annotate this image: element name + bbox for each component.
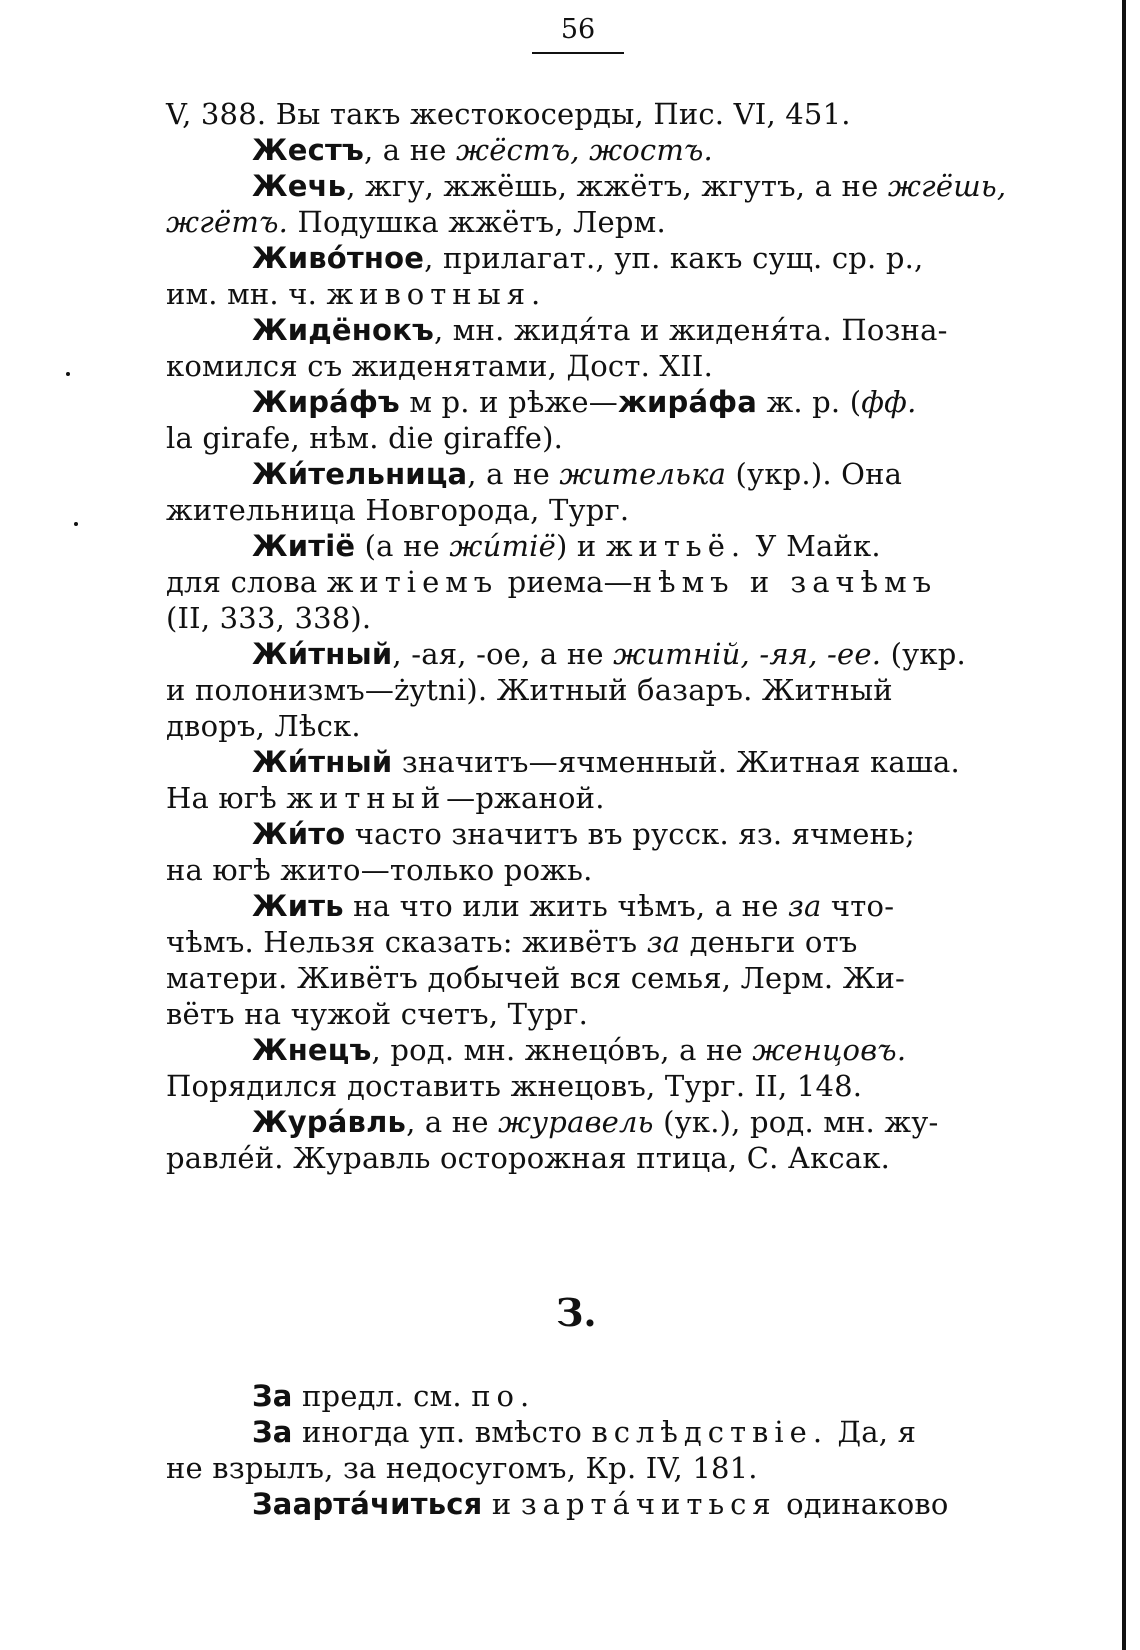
text-run: одинаково <box>776 1487 949 1521</box>
text-run: на югѣ жито—только рожь. <box>166 853 593 887</box>
section-heading-letter: З. <box>556 1290 597 1335</box>
italic-form: житній, -яя, -ее. <box>613 637 882 671</box>
text-line <box>166 780 992 816</box>
text-line <box>166 960 992 996</box>
text-line <box>166 1414 992 1450</box>
italic-form: жителька <box>559 457 727 491</box>
italic-form: жи́тіё <box>449 529 556 563</box>
text-line <box>166 348 992 384</box>
headword: Жнецъ <box>252 1033 372 1067</box>
spaced-text: житный <box>286 781 447 815</box>
text-line <box>166 924 992 960</box>
spaced-text: вслѣдствіе. <box>591 1415 829 1449</box>
text-line <box>166 240 992 276</box>
headword: За <box>252 1379 293 1413</box>
headword: Жечь <box>252 169 347 203</box>
text-line <box>166 1032 992 1068</box>
text-line <box>166 1104 992 1140</box>
text-run: (укр. <box>881 637 966 671</box>
text-run: (ук.), род. мн. жу- <box>653 1105 939 1139</box>
scan-speck <box>66 372 70 376</box>
text-run: деньги отъ <box>680 925 858 959</box>
text-line <box>166 528 992 564</box>
text-run: V, 388. Вы такъ жестокосерды, Пис. VI, 451. <box>166 97 851 131</box>
text-run: , -ая, -ое, а не <box>392 637 614 671</box>
headword: Живо́тное <box>252 241 425 275</box>
text-line <box>166 564 992 600</box>
text-run: м р. и рѣже— <box>399 385 618 419</box>
headword: Жира́фъ <box>252 385 400 419</box>
spaced-text: житіемъ <box>326 565 499 599</box>
text-line <box>166 96 992 132</box>
spaced-text: зарта́читься <box>520 1487 777 1521</box>
headword: Жи́тельница <box>252 457 468 491</box>
text-run: , мн. жидя́та и жиденя́та. Позна- <box>433 313 948 347</box>
text-line <box>166 708 992 744</box>
headword: Жить <box>252 889 344 923</box>
text-run: и полонизмъ—żytni). Житный базаръ. Житный <box>166 673 893 707</box>
text-run: и <box>482 1487 521 1521</box>
headword: жира́фа <box>617 385 758 419</box>
text-line <box>166 132 992 168</box>
text-run: У Майк. <box>746 529 881 563</box>
text-run: Подушка жжётъ, Лерм. <box>288 205 666 239</box>
text-run: что- <box>821 889 895 923</box>
text-line <box>166 600 992 636</box>
spaced-text: животныя. <box>326 277 547 311</box>
text-run: матери. Живётъ добычей вся семья, Лерм. Жи- <box>166 961 906 995</box>
text-line <box>166 1486 992 1522</box>
headword: Жестъ <box>252 133 364 167</box>
text-run: вётъ на чужой счетъ, Тург. <box>166 997 589 1031</box>
text-run: чѣмъ. Нельзя сказать: живётъ <box>166 925 647 959</box>
headword: Жидёнокъ <box>252 313 434 347</box>
text-run: , а не <box>467 457 560 491</box>
text-run: предл. см. <box>292 1379 472 1413</box>
text-run: , жгу, жжёшь, жжётъ, жгутъ, а не <box>346 169 888 203</box>
spaced-text: нѣмъ и зачѣмъ <box>632 565 938 599</box>
text-run: —ржаной. <box>446 781 605 815</box>
text-run: ж. р. ( <box>757 385 862 419</box>
text-run: , род. мн. жнецо́въ, а не <box>371 1033 753 1067</box>
text-run: значитъ—ячменный. Житная каша. <box>392 745 960 779</box>
text-run: ) и <box>555 529 606 563</box>
text-run: равлéй. Журавль осторожная птица, С. Аксак. <box>166 1141 891 1175</box>
italic-form: за <box>788 889 822 923</box>
text-line <box>166 276 992 312</box>
text-run: риема— <box>498 565 633 599</box>
text-line <box>166 996 992 1032</box>
italic-form: жгётъ. <box>166 205 289 239</box>
text-run: (а не <box>355 529 450 563</box>
spaced-text: житьё. <box>605 529 747 563</box>
text-run: , прилагат., уп. какъ сущ. ср. р., <box>424 241 924 275</box>
text-line <box>166 816 992 852</box>
text-run: не взрылъ, за недосугомъ, Кр. IV, 181. <box>166 1451 758 1485</box>
text-line <box>166 420 992 456</box>
text-run: им. мн. ч. <box>166 277 327 311</box>
text-run: на что или жить чѣмъ, а не <box>343 889 788 923</box>
dictionary-entries-z <box>166 1378 992 1522</box>
italic-form: жгёшь, <box>887 169 1007 203</box>
text-line <box>166 672 992 708</box>
text-line <box>166 1450 992 1486</box>
text-line <box>166 456 992 492</box>
text-line <box>166 744 992 780</box>
page-edge-rule <box>1122 0 1126 1650</box>
spaced-text: по. <box>471 1379 536 1413</box>
text-run: la girafe, нѣм. die giraffe). <box>166 421 564 455</box>
text-line <box>166 636 992 672</box>
text-run: (II, 333, 338). <box>166 601 372 635</box>
text-run: Порядился доставить жнецовъ, Тург. II, 148. <box>166 1069 863 1103</box>
italic-form: журавель <box>498 1105 654 1139</box>
text-line <box>166 384 992 420</box>
text-line <box>166 204 992 240</box>
text-run: жительница Новгорода, Тург. <box>166 493 630 527</box>
headword: Жи́тный <box>252 637 393 671</box>
text-line <box>166 888 992 924</box>
text-run: для слова <box>166 565 327 599</box>
headword: Жи́то <box>252 817 346 851</box>
scan-speck <box>74 522 78 526</box>
text-line <box>166 168 1007 204</box>
text-run: , а не <box>406 1105 499 1139</box>
page-number-underline <box>532 52 624 54</box>
text-run: иногда уп. вмѣсто <box>292 1415 592 1449</box>
headword: Житіё <box>252 529 356 563</box>
headword: Жи́тный <box>252 745 393 779</box>
headword: Жура́вль <box>252 1105 407 1139</box>
headword: Заарта́читься <box>252 1487 483 1521</box>
text-run: На югѣ <box>166 781 287 815</box>
italic-form: жёстъ, жостъ. <box>456 133 713 167</box>
italic-form: за <box>646 925 681 959</box>
text-line <box>166 852 992 888</box>
text-run: комился съ жиденятами, Дост. XII. <box>166 349 713 383</box>
text-line <box>166 312 992 348</box>
page-number: 56 <box>560 14 596 45</box>
text-run: дворъ, Лѣск. <box>166 709 361 743</box>
text-run: Да, я <box>828 1415 917 1449</box>
text-line <box>166 1140 992 1176</box>
text-line <box>166 1068 992 1104</box>
italic-form: женцовъ. <box>752 1033 907 1067</box>
text-line <box>166 492 992 528</box>
text-run: (укр.). Она <box>726 457 903 491</box>
dictionary-entries-zh <box>166 96 1007 1176</box>
text-run: , а не <box>363 133 457 167</box>
text-run: часто значитъ въ русск. яз. ячмень; <box>345 817 916 851</box>
headword: За <box>252 1415 293 1449</box>
text-line <box>166 1378 992 1414</box>
italic-form: фф. <box>861 385 917 419</box>
